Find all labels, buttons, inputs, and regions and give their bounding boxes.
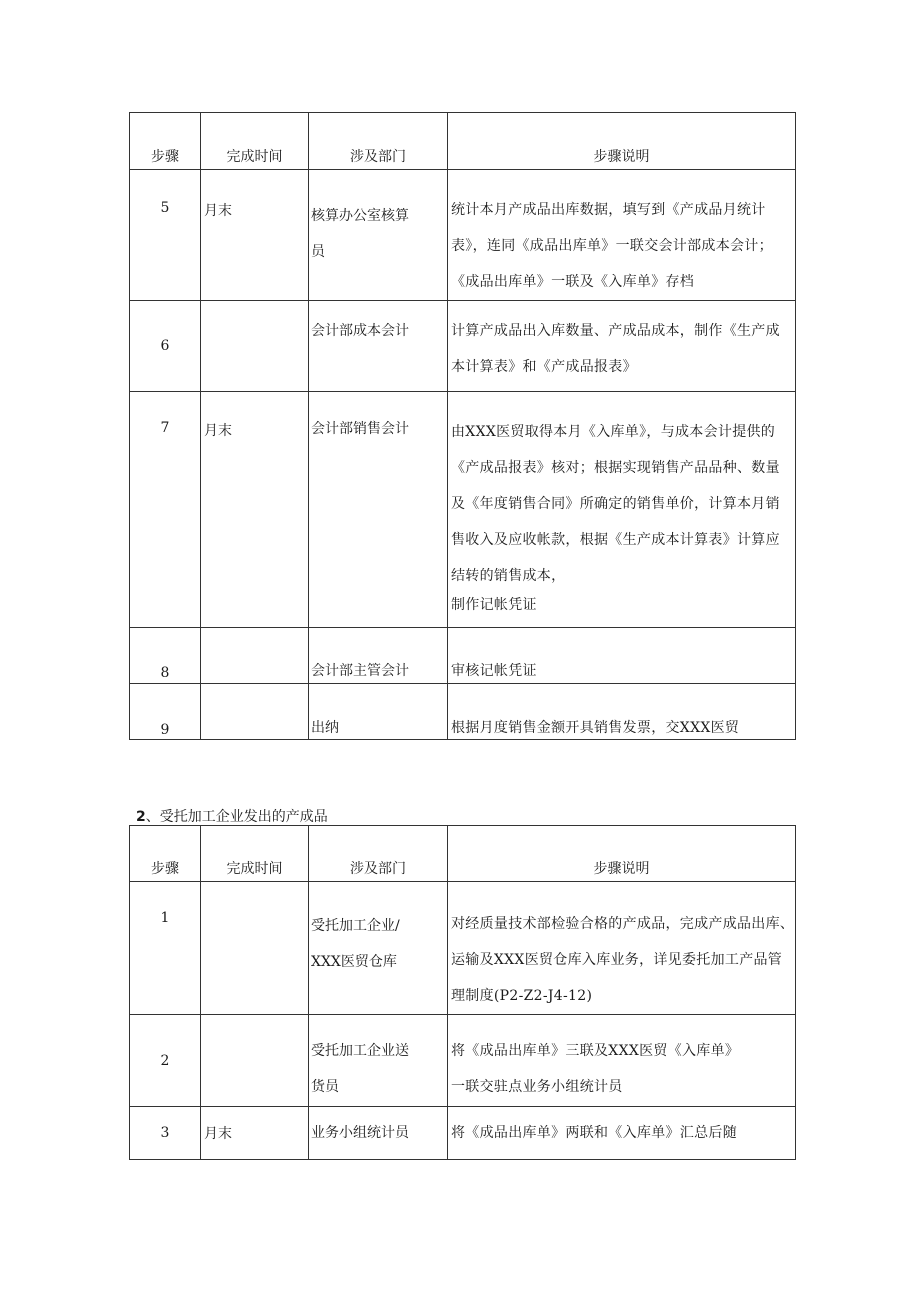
description-line: 审核记帐凭证 bbox=[448, 628, 796, 684]
step-number: 6 bbox=[130, 301, 201, 392]
completion-time bbox=[201, 1015, 309, 1107]
step-number: 7 bbox=[130, 392, 201, 628]
table-row bbox=[130, 684, 796, 740]
step-number: 8 bbox=[130, 628, 201, 684]
step-number: 1 bbox=[130, 882, 201, 1015]
description-line: 运输及XXX医贸仓库入库业务，详见委托加工产品管 bbox=[451, 952, 783, 968]
description-line: 理制度(P2-Z2-J4-12) bbox=[451, 988, 593, 1004]
header-time: 完成时间 bbox=[201, 826, 309, 882]
section-number: 2 bbox=[136, 809, 146, 825]
table-row bbox=[130, 1015, 796, 1107]
table-row bbox=[130, 301, 796, 392]
description-line: 由XXX医贸取得本月《入库单》，与成本会计提供的 bbox=[451, 424, 776, 440]
header-desc: 步骤说明 bbox=[448, 826, 796, 882]
description-line: 《成品出库单》一联及《入库单》存档 bbox=[451, 274, 695, 290]
completion-time bbox=[201, 628, 309, 684]
description-line: 《产成品报表》核对；根据实现销售产品品种、数量 bbox=[451, 460, 780, 476]
description-line: 结转的销售成本， bbox=[451, 568, 566, 584]
section-title-text: 、受托加工企业发出的产成品 bbox=[145, 809, 328, 825]
step-number: 9 bbox=[130, 684, 201, 740]
description-line: 将《成品出库单》两联和《入库单》汇总后随 bbox=[448, 1107, 796, 1160]
header-dept: 涉及部门 bbox=[309, 113, 448, 170]
department: 受托加工企业送 bbox=[311, 1043, 409, 1059]
step-number: 2 bbox=[130, 1015, 201, 1107]
description-line: 表》，连同《成品出库单》一联交会计部成本会计； bbox=[451, 238, 773, 254]
table-row bbox=[130, 392, 796, 628]
completion-time: 月末 bbox=[201, 170, 309, 301]
description-line: 将《成品出库单》三联及XXX医贸《入库单》 bbox=[451, 1043, 740, 1059]
table-row bbox=[130, 170, 796, 301]
description-line: 制作记帐凭证 bbox=[451, 597, 537, 613]
completion-time bbox=[201, 301, 309, 392]
table-row bbox=[130, 628, 796, 684]
completion-time bbox=[201, 684, 309, 740]
process-table-2 bbox=[129, 825, 796, 1160]
department: 员 bbox=[311, 244, 325, 260]
description-line: 计算产成品出入库数量、产成品成本，制作《生产成 bbox=[451, 323, 780, 339]
process-table-1 bbox=[129, 112, 796, 740]
department: 出纳 bbox=[309, 684, 448, 740]
department: 会计部成本会计 bbox=[309, 301, 448, 392]
table-row bbox=[130, 1107, 796, 1160]
description-line: 统计本月产成品出库数据，填写到《产成品月统计 bbox=[451, 202, 766, 218]
department: 会计部主管会计 bbox=[309, 628, 448, 684]
completion-time: 月末 bbox=[201, 392, 309, 628]
department: 核算办公室核算 bbox=[311, 208, 409, 224]
step-number: 3 bbox=[130, 1107, 201, 1160]
section-title bbox=[136, 806, 328, 826]
department: 业务小组统计员 bbox=[309, 1107, 448, 1160]
department: 货员 bbox=[311, 1079, 339, 1095]
table-header-row bbox=[130, 113, 796, 170]
header-dept: 涉及部门 bbox=[309, 826, 448, 882]
department: XXX医贸仓库 bbox=[311, 954, 397, 970]
description-line: 对经质量技术部检验合格的产成品，完成产成品出库、 bbox=[451, 916, 795, 932]
description-line: 根据月度销售金额开具销售发票，交XXX医贸 bbox=[448, 684, 796, 740]
step-number: 5 bbox=[130, 170, 201, 301]
header-step: 步骤 bbox=[130, 826, 201, 882]
description-line: 及《年度销售合同》所确定的销售单价，计算本月销 bbox=[451, 496, 780, 512]
department: 会计部销售会计 bbox=[309, 392, 448, 628]
table-row bbox=[130, 882, 796, 1015]
description-line: 本计算表》和《产成品报表》 bbox=[451, 359, 637, 375]
completion-time bbox=[201, 882, 309, 1015]
description-line: 售收入及应收帐款，根据《生产成本计算表》计算应 bbox=[451, 532, 780, 548]
header-time: 完成时间 bbox=[201, 113, 309, 170]
description-line: 一联交驻点业务小组统计员 bbox=[451, 1079, 623, 1095]
table-header-row bbox=[130, 826, 796, 882]
completion-time: 月末 bbox=[201, 1107, 309, 1160]
department: 受托加工企业/ bbox=[311, 918, 400, 934]
header-step: 步骤 bbox=[130, 113, 201, 170]
header-desc: 步骤说明 bbox=[448, 113, 796, 170]
